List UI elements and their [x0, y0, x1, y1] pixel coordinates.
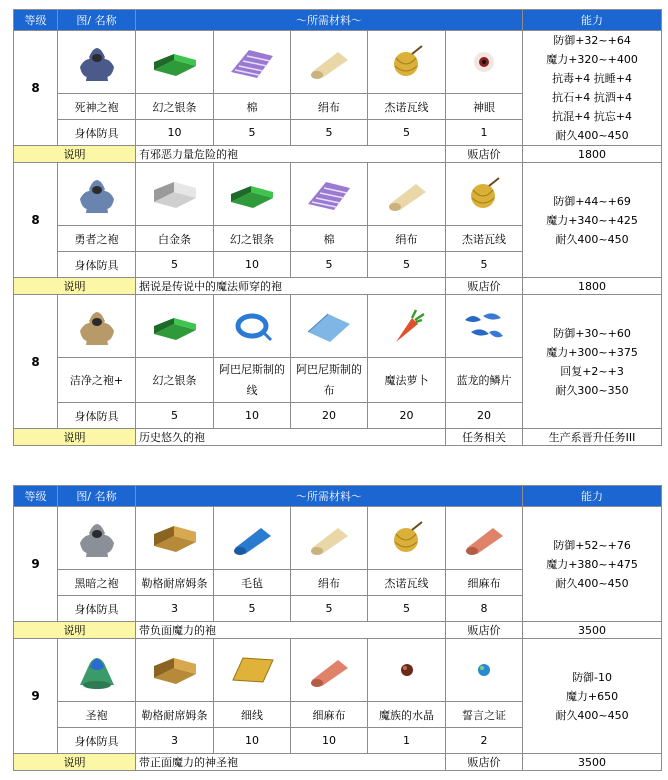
material-name: 杰诺瓦线	[446, 226, 523, 252]
header-level: 等级	[14, 486, 58, 507]
item-name: 死神之袍	[58, 94, 136, 120]
item-abilities: 防御+52~+76 魔力+380~+475 耐久400~450	[523, 507, 662, 622]
material-name: 绢布	[368, 226, 446, 252]
material-qty: 3	[136, 728, 214, 754]
header-ability: 能力	[523, 10, 662, 31]
material-qty: 5	[368, 596, 446, 622]
desc-label: 说明	[14, 429, 136, 446]
material-name: 棉	[214, 94, 291, 120]
material-qty: 10	[291, 728, 368, 754]
yarn-ball-icon	[446, 163, 523, 226]
price-label: 贩店价	[446, 278, 523, 295]
item-price: 生产系晋升任务III	[523, 429, 662, 446]
demon-crystal-icon	[368, 639, 446, 702]
item-abilities: 防御+44~+69 魔力+340~+425 耐久400~450	[523, 163, 662, 278]
material-name: 勒格耐席姆条	[136, 702, 214, 728]
item-image-row	[14, 31, 662, 94]
material-qty: 5	[136, 252, 214, 278]
material-name: 幻之银条	[136, 358, 214, 403]
item-level: 8	[14, 163, 58, 278]
material-name: 细麻布	[291, 702, 368, 728]
material-qty: 1	[446, 120, 523, 146]
oath-orb-icon	[446, 639, 523, 702]
material-qty: 20	[446, 403, 523, 429]
item-abilities: 防御-10 魔力+650 耐久400~450	[523, 639, 662, 754]
item-level: 8	[14, 295, 58, 429]
material-name: 绢布	[291, 94, 368, 120]
felt-roll-icon	[214, 507, 291, 570]
material-qty: 3	[136, 596, 214, 622]
item-price: 3500	[523, 754, 662, 771]
item-name: 圣袍	[58, 702, 136, 728]
header-img-name: 图/ 名称	[58, 10, 136, 31]
material-name: 杰诺瓦线	[368, 570, 446, 596]
silk-roll-icon	[368, 163, 446, 226]
item-level: 8	[14, 31, 58, 146]
blue-thread-icon	[214, 295, 291, 358]
yarn-ball-icon	[368, 31, 446, 94]
item-price: 3500	[523, 622, 662, 639]
robe-holy-icon	[58, 639, 136, 702]
header-level: 等级	[14, 10, 58, 31]
material-name: 毛毡	[214, 570, 291, 596]
platinum-bar-icon	[136, 163, 214, 226]
material-name: 魔族的水晶	[368, 702, 446, 728]
table-header	[14, 486, 662, 507]
material-qty: 5	[291, 252, 368, 278]
material-qty: 20	[291, 403, 368, 429]
item-desc-row	[14, 622, 662, 639]
item-type: 身体防具	[58, 120, 136, 146]
price-label: 贩店价	[446, 622, 523, 639]
material-qty: 5	[446, 252, 523, 278]
item-desc-row	[14, 278, 662, 295]
item-type: 身体防具	[58, 252, 136, 278]
magic-carrot-icon	[368, 295, 446, 358]
material-qty: 10	[214, 403, 291, 429]
dragon-scale-icon	[446, 295, 523, 358]
material-name: 白金条	[136, 226, 214, 252]
item-name: 洁净之袍+	[58, 358, 136, 403]
material-qty: 20	[368, 403, 446, 429]
item-price: 1800	[523, 146, 662, 163]
silk-roll-icon	[291, 507, 368, 570]
material-name: 誓言之证	[446, 702, 523, 728]
purple-cloth-icon	[214, 31, 291, 94]
material-name: 绢布	[291, 570, 368, 596]
desc-label: 说明	[14, 754, 136, 771]
item-desc-row	[14, 429, 662, 446]
green-bar-icon	[136, 31, 214, 94]
yarn-ball-icon	[368, 507, 446, 570]
material-name: 幻之银条	[136, 94, 214, 120]
material-qty: 5	[136, 403, 214, 429]
table-level-9	[13, 485, 662, 771]
price-label: 贩店价	[446, 146, 523, 163]
robe-hooded-grey-icon	[58, 507, 136, 570]
material-qty: 10	[214, 252, 291, 278]
material-qty: 5	[368, 252, 446, 278]
material-name: 神眼	[446, 94, 523, 120]
fine-thread-icon	[214, 639, 291, 702]
item-description: 带正面魔力的神圣袍	[136, 754, 446, 771]
item-desc-row	[14, 754, 662, 771]
bronze-bar-icon	[136, 507, 214, 570]
desc-label: 说明	[14, 146, 136, 163]
material-qty: 5	[291, 120, 368, 146]
item-image-row	[14, 295, 662, 358]
item-desc-row	[14, 146, 662, 163]
material-qty: 10	[136, 120, 214, 146]
desc-label: 说明	[14, 278, 136, 295]
item-description: 据说是传说中的魔法师穿的袍	[136, 278, 446, 295]
material-name: 棉	[291, 226, 368, 252]
blue-cloth-icon	[291, 295, 368, 358]
material-name: 魔法萝卜	[368, 358, 446, 403]
item-level: 9	[14, 507, 58, 622]
material-name: 幻之银条	[214, 226, 291, 252]
material-name: 阿巴尼斯制的布	[291, 358, 368, 403]
material-name: 细麻布	[446, 570, 523, 596]
material-name: 杰诺瓦线	[368, 94, 446, 120]
material-name: 勒格耐席姆条	[136, 570, 214, 596]
item-image-row	[14, 639, 662, 702]
silk-roll-icon	[291, 31, 368, 94]
item-type: 身体防具	[58, 403, 136, 429]
purple-cloth-icon	[291, 163, 368, 226]
price-label: 贩店价	[446, 754, 523, 771]
eyeball-icon	[446, 31, 523, 94]
material-qty: 5	[214, 120, 291, 146]
header-img-name: 图/ 名称	[58, 486, 136, 507]
material-name: 阿巴尼斯制的线	[214, 358, 291, 403]
item-price: 1800	[523, 278, 662, 295]
material-qty: 2	[446, 728, 523, 754]
item-description: 有邪恶力量危险的袍	[136, 146, 446, 163]
material-qty: 8	[446, 596, 523, 622]
material-qty: 5	[291, 596, 368, 622]
item-type: 身体防具	[58, 728, 136, 754]
desc-label: 说明	[14, 622, 136, 639]
robe-hooded-dark-icon	[58, 31, 136, 94]
material-qty: 10	[214, 728, 291, 754]
table-level-8	[13, 9, 662, 446]
item-abilities: 防御+32~+64 魔力+320~+400 抗毒+4 抗睡+4 抗石+4 抗酒+4 抗混+4 抗忘+4 耐久400~450	[523, 31, 662, 146]
item-level: 9	[14, 639, 58, 754]
item-abilities: 防御+30~+60 魔力+300~+375 回复+2~+3 耐久300~350	[523, 295, 662, 429]
item-name: 黑暗之袍	[58, 570, 136, 596]
material-name: 细线	[214, 702, 291, 728]
material-name: 蓝龙的鳞片	[446, 358, 523, 403]
header-materials: ～所需材料～	[136, 486, 523, 507]
item-name: 勇者之袍	[58, 226, 136, 252]
item-image-row	[14, 163, 662, 226]
material-qty: 5	[368, 120, 446, 146]
header-ability: 能力	[523, 486, 662, 507]
material-qty: 5	[214, 596, 291, 622]
robe-hooded-tan-icon	[58, 295, 136, 358]
bronze-bar-icon	[136, 639, 214, 702]
table-header	[14, 10, 662, 31]
robe-hooded-blue-icon	[58, 163, 136, 226]
item-description: 带负面魔力的袍	[136, 622, 446, 639]
item-image-row	[14, 507, 662, 570]
green-bar-icon	[136, 295, 214, 358]
item-type: 身体防具	[58, 596, 136, 622]
linen-roll-icon	[446, 507, 523, 570]
green-bar-icon	[214, 163, 291, 226]
header-materials: ～所需材料～	[136, 10, 523, 31]
price-label: 任务相关	[446, 429, 523, 446]
material-qty: 1	[368, 728, 446, 754]
item-description: 历史悠久的袍	[136, 429, 446, 446]
linen-roll-icon	[291, 639, 368, 702]
